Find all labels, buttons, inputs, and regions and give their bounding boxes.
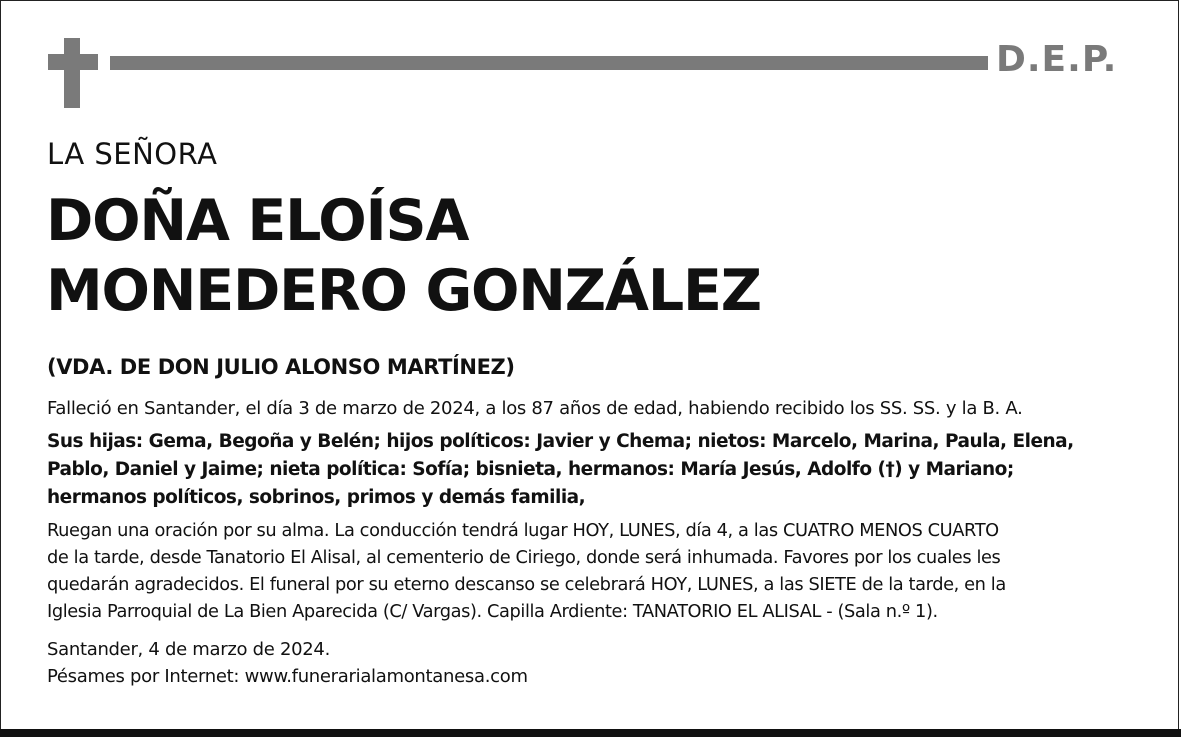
name-line-2: MONEDERO GONZÁLEZ: [46, 258, 761, 324]
place-date: Santander, 4 de marzo de 2024.: [47, 639, 330, 660]
header-rule: [110, 56, 988, 70]
name-line-1: DOÑA ELOÍSA: [46, 188, 469, 254]
family-line-1: Sus hijas: Gema, Begoña y Belén; hijos políticos: Javier y Chema; nietos: Marcelo, Marina, Paula, Elena,: [47, 431, 1074, 452]
closing: [47, 636, 528, 690]
honorific: LA SEÑORA: [47, 137, 218, 171]
funeral-line-1: Ruegan una oración por su alma. La conducción tendrá lugar HOY, LUNES, día 4, a las CUATRO MENOS CUARTO: [47, 520, 999, 541]
deceased-name: [46, 186, 761, 326]
funeral-line-2: de la tarde, desde Tanatorio El Alisal, al cementerio de Ciriego, donde será inhumada. Favores por los cuales les: [47, 547, 1001, 568]
widow-of: (VDA. DE DON JULIO ALONSO MARTÍNEZ): [47, 355, 515, 379]
cross-horizontal-bar: [48, 54, 98, 70]
funeral-line-3: quedarán agradecidos. El funeral por su eterno descanso se celebrará HOY, LUNES, a las SIETE de la tarde, en la: [47, 574, 1006, 595]
cross-vertical-bar: [64, 38, 80, 108]
funeral-details: [47, 517, 1157, 625]
family-line-2: Pablo, Daniel y Jaime; nieta política: Sofía; bisnieta, hermanos: María Jesús, Adolfo (†) y Mariano;: [47, 459, 1014, 480]
death-details: Falleció en Santander, el día 3 de marzo de 2024, a los 87 años de edad, habiendo recibido los SS. SS. y la B. A.: [47, 398, 1023, 419]
dep-label: D.E.P.: [996, 39, 1118, 80]
family-line-3: hermanos políticos, sobrinos, primos y demás familia,: [47, 487, 586, 508]
bottom-rule: [0, 729, 1181, 737]
condolences-link[interactable]: Pésames por Internet: www.funerarialamontanesa.com: [47, 666, 528, 687]
funeral-line-4: Iglesia Parroquial de La Bien Aparecida (C/ Vargas). Capilla Ardiente: TANATORIO EL ALISAL - (Sala n.º 1).: [47, 601, 938, 622]
family-list: [47, 428, 1147, 512]
